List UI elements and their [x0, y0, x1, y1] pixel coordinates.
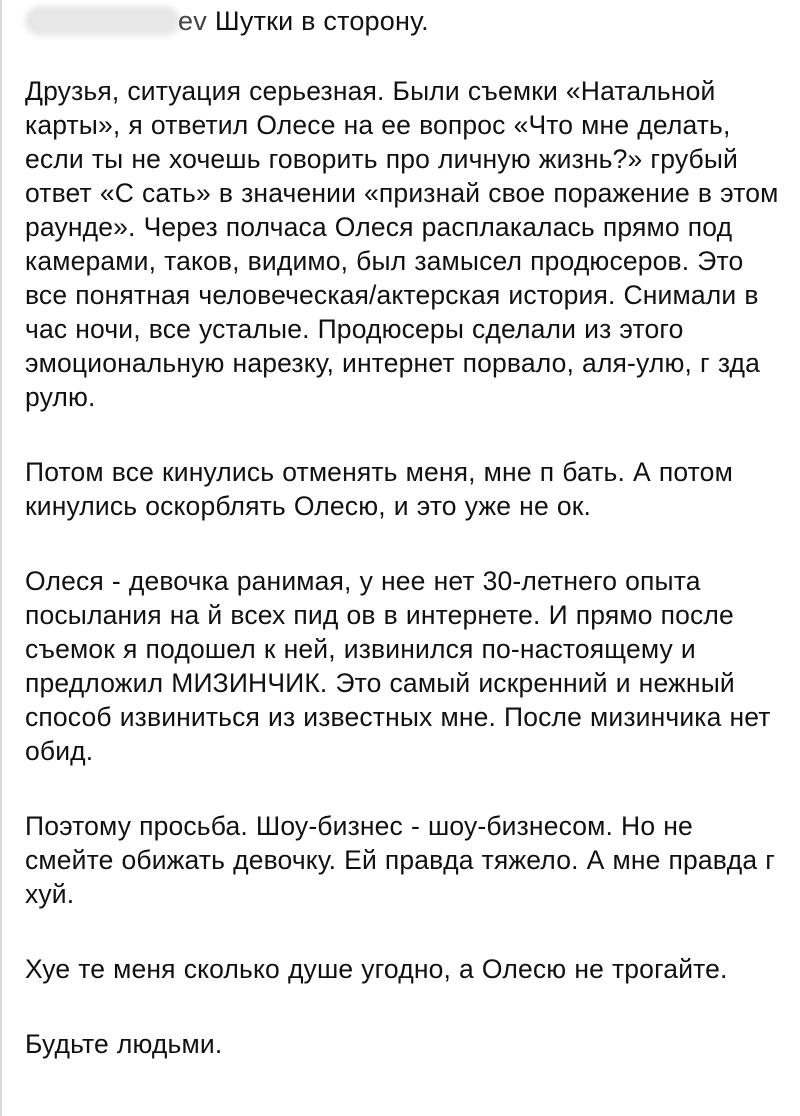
author-suffix: ev: [178, 6, 207, 36]
paragraph-3: Олеся - девочка ранимая, у нее нет 30-летнего опыта посылания на й всех пид ов в интернете. И прямо после съемок я подошел к ней, извинился по-настоящему и предложил МИЗИНЧИК. Это самый искренний и нежный способ извиниться из известных мне. После мизинчика нет обид.: [25, 566, 771, 766]
paragraph-5: Хуе те меня сколько душе угодно, а Олесю не трогайте.: [25, 954, 728, 984]
paragraph-2: Потом все кинулись отменять меня, мне п бать. А потом кинулись оскорблять Олесю, и это уже не ок.: [25, 457, 733, 521]
blurred-username: [25, 6, 180, 36]
post-text: [25, 74, 780, 1061]
paragraph-1: Друзья, ситуация серьезная. Были съемки «Натальной карты», я ответил Олесе на ее вопрос «Что мне делать, если ты не хочешь говорить про личную жизнь?» грубый ответ «С сать» в значении «признай свое поражение в этом раунде». Через полчаса Олеся расплакалась прямо под камерами, таков, видимо, был замысел продюсеров. Это все понятная человеческая/актерская история. Снимали в час ночи, все усталые. Продюсеры сделали из этого эмоциональную нарезку, интернет порвало, аля-улю, г зда рулю.: [25, 76, 779, 412]
paragraph-4: Поэтому просьба. Шоу-бизнес - шоу-бизнесом. Но не смейте обижать девочку. Ей правда тяжело. А мне правда г хуй.: [25, 811, 776, 909]
paragraph-6: Будьте людьми.: [25, 1029, 223, 1059]
post-title: Шутки в сторону.: [214, 6, 429, 36]
post-header: [25, 6, 780, 36]
